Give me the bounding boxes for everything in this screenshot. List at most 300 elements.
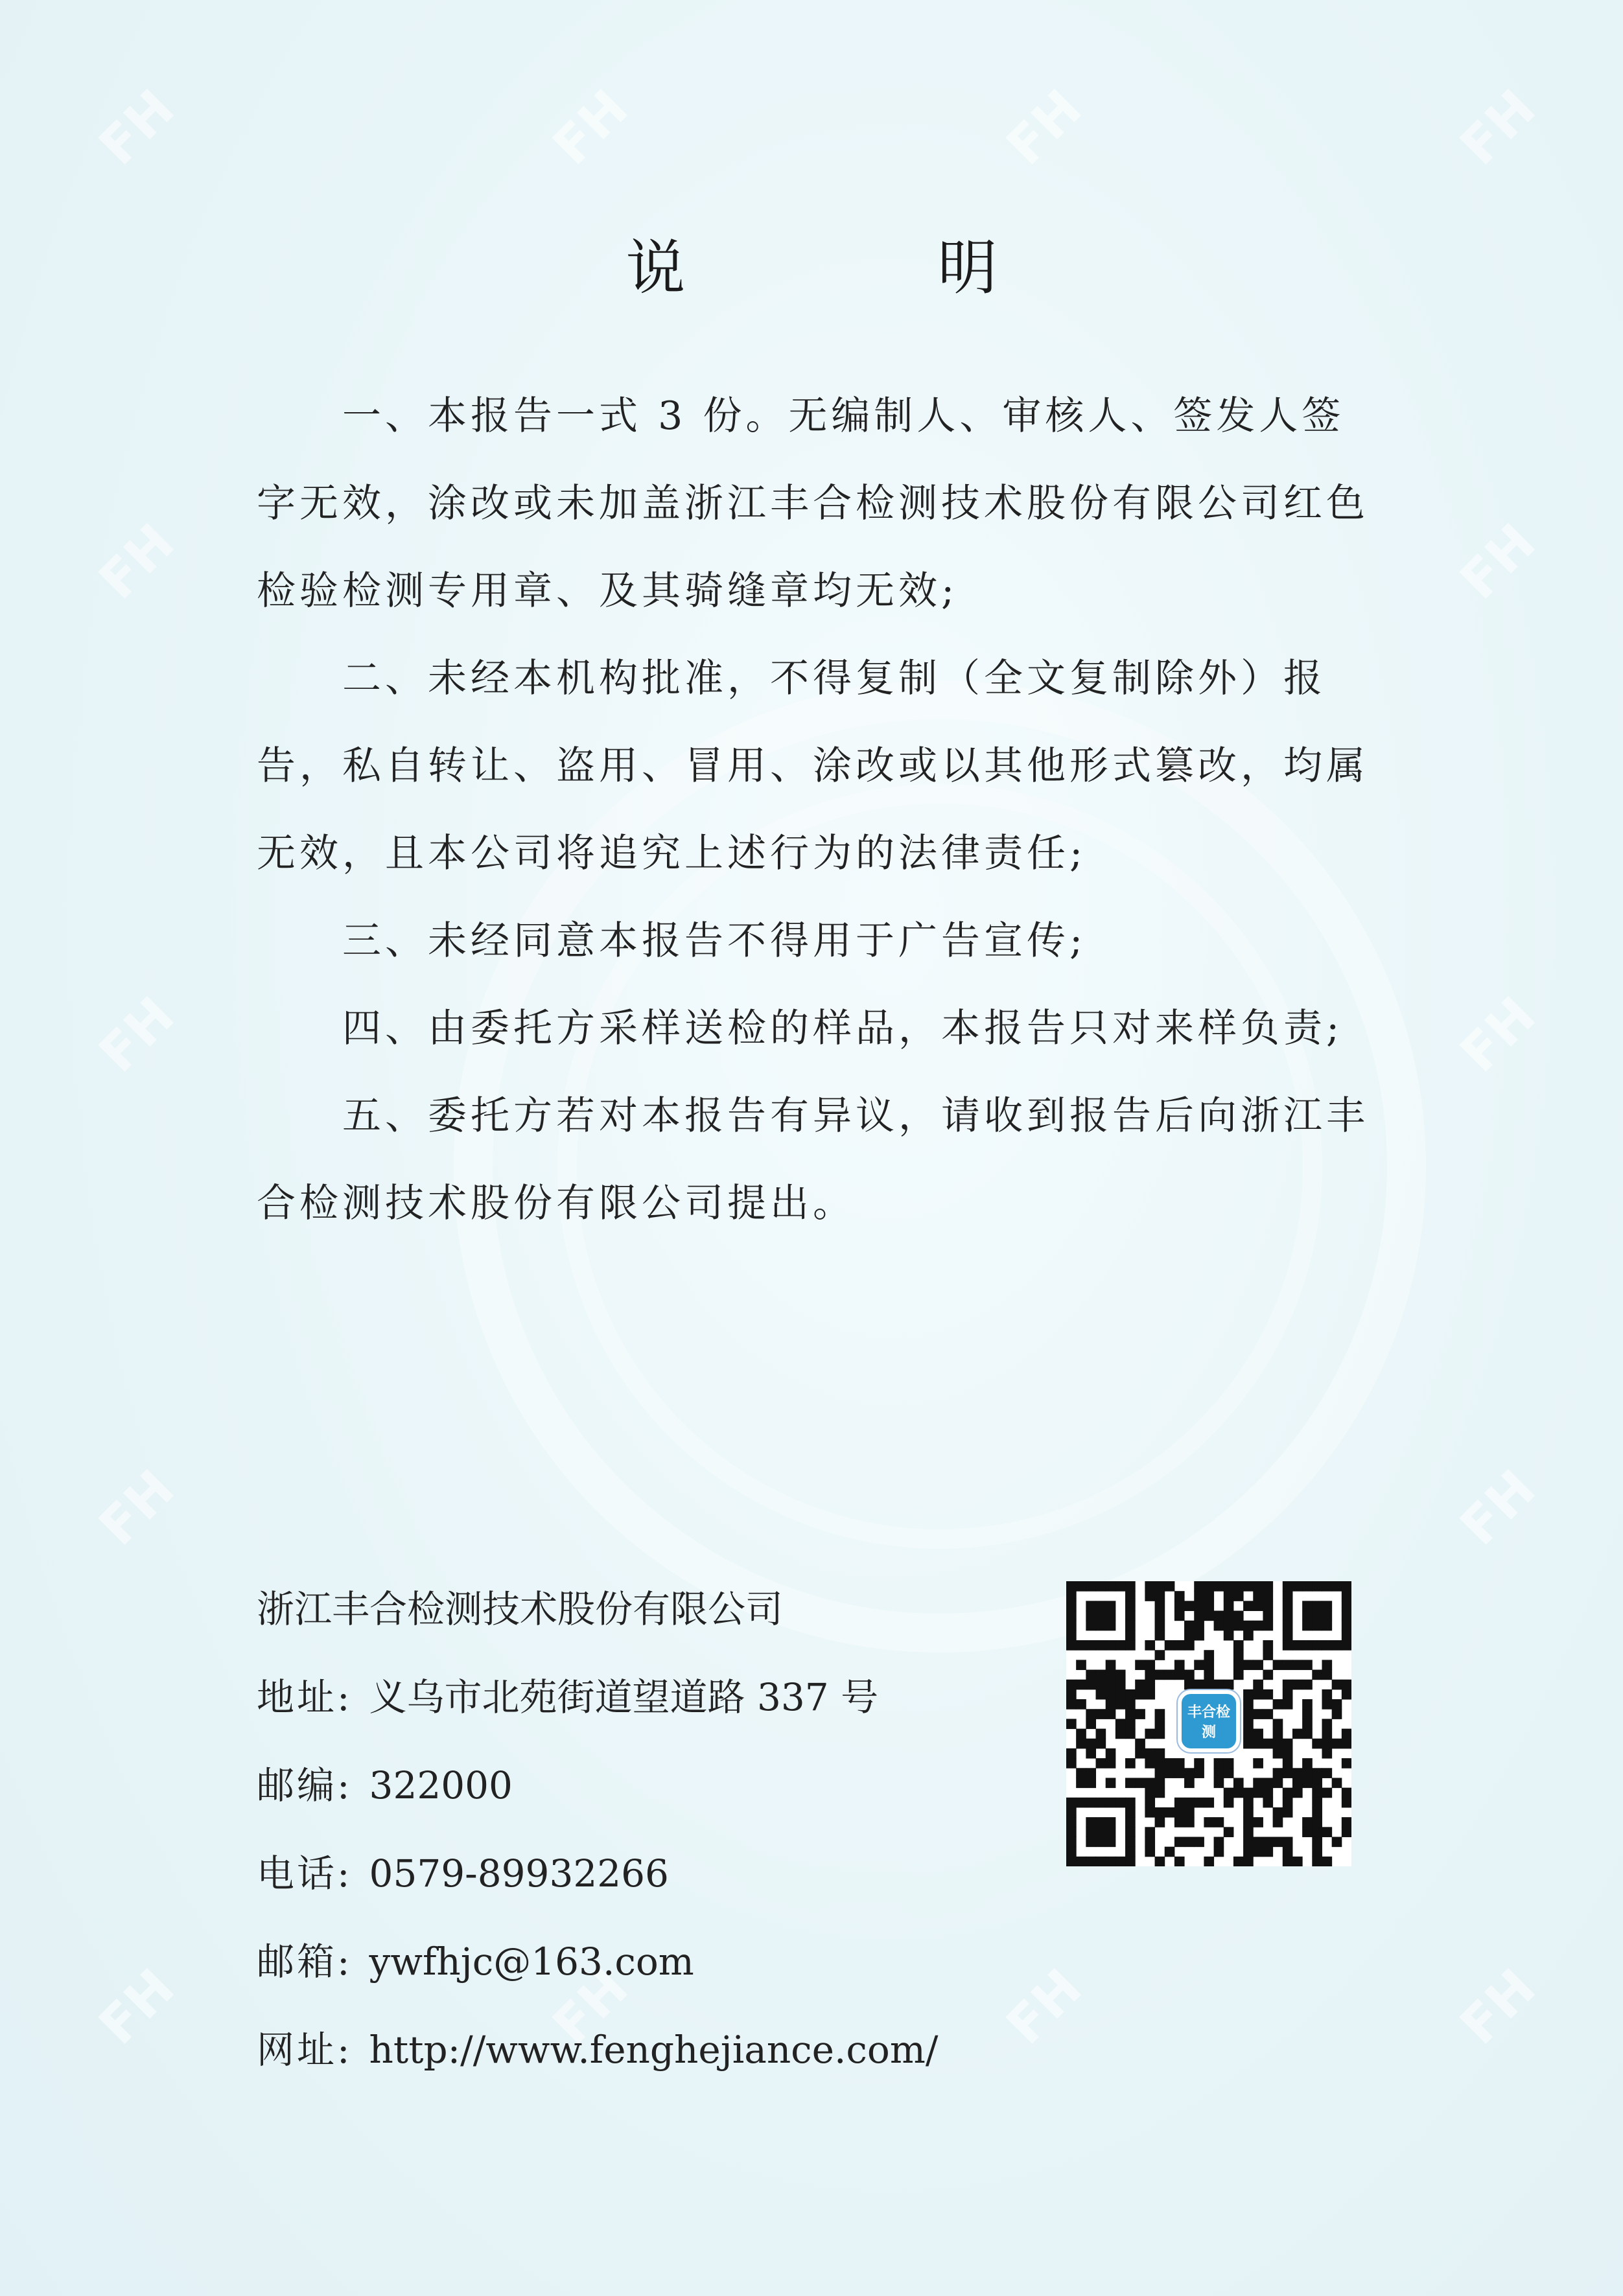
qr-module — [1214, 1581, 1224, 1592]
qr-module — [1243, 1689, 1254, 1700]
qr-module — [1322, 1660, 1332, 1670]
qr-module — [1174, 1758, 1185, 1768]
qr-module — [1145, 1847, 1155, 1857]
qr-module — [1115, 1670, 1126, 1680]
watermark-text: FH — [1448, 512, 1547, 611]
qr-module — [1292, 1680, 1303, 1690]
qr-module — [1125, 1857, 1136, 1866]
company-name: 浙江丰合检测技术股份有限公司 — [257, 1587, 784, 1631]
qr-module — [1263, 1847, 1273, 1857]
qr-module — [1283, 1857, 1293, 1866]
qr-module — [1194, 1768, 1204, 1778]
qr-module — [1292, 1660, 1303, 1670]
qr-module — [1283, 1699, 1293, 1710]
qr-module — [1322, 1640, 1332, 1651]
qr-module — [1214, 1817, 1224, 1827]
qr-module — [1302, 1621, 1313, 1631]
qr-module — [1243, 1709, 1254, 1719]
qr-module — [1125, 1591, 1136, 1601]
qr-module — [1243, 1807, 1254, 1818]
qr-module — [1165, 1670, 1175, 1680]
qr-module — [1214, 1847, 1224, 1857]
qr-module — [1283, 1798, 1293, 1808]
qr-module — [1184, 1630, 1195, 1641]
qr-module — [1076, 1857, 1086, 1866]
qr-module — [1302, 1680, 1313, 1690]
qr-module — [1273, 1817, 1283, 1827]
qr-module — [1086, 1581, 1096, 1592]
qr-module — [1194, 1798, 1204, 1808]
qr-module — [1263, 1670, 1273, 1680]
qr-module — [1125, 1601, 1136, 1611]
qr-module — [1096, 1729, 1106, 1739]
qr-module — [1283, 1689, 1293, 1700]
watermark-text: FH — [1448, 985, 1547, 1084]
qr-module — [1283, 1788, 1293, 1798]
qr-module — [1214, 1778, 1224, 1788]
qr-module — [1086, 1719, 1096, 1729]
qr-module — [1292, 1581, 1303, 1592]
qr-module — [1263, 1778, 1273, 1788]
qr-module — [1184, 1640, 1195, 1651]
qr-module — [1076, 1729, 1086, 1739]
qr-code-icon[interactable] — [1066, 1581, 1351, 1866]
qr-module — [1322, 1719, 1332, 1729]
qr-module — [1155, 1778, 1165, 1788]
qr-module — [1273, 1719, 1283, 1729]
qr-module — [1263, 1591, 1273, 1601]
qr-module — [1283, 1581, 1293, 1592]
qr-module — [1115, 1581, 1126, 1592]
qr-module — [1283, 1847, 1293, 1857]
qr-module — [1155, 1807, 1165, 1818]
qr-module — [1125, 1817, 1136, 1827]
qr-module — [1096, 1798, 1106, 1808]
qr-module — [1115, 1699, 1126, 1710]
qr-module — [1155, 1748, 1165, 1759]
qr-module — [1106, 1640, 1116, 1651]
qr-module — [1312, 1857, 1322, 1866]
qr-module — [1224, 1788, 1234, 1798]
qr-module — [1233, 1611, 1244, 1621]
watermark-text: FH — [87, 78, 186, 177]
qr-module — [1086, 1621, 1096, 1631]
qr-module — [1145, 1689, 1155, 1700]
qr-module — [1066, 1640, 1077, 1651]
qr-module — [1233, 1670, 1244, 1680]
qr-module — [1086, 1680, 1096, 1690]
qr-module — [1115, 1719, 1126, 1729]
qr-module — [1066, 1611, 1077, 1621]
qr-module — [1125, 1807, 1136, 1818]
qr-module — [1243, 1798, 1254, 1808]
qr-module — [1263, 1739, 1273, 1749]
qr-module — [1342, 1758, 1351, 1768]
qr-module — [1125, 1699, 1136, 1710]
qr-module — [1145, 1778, 1155, 1788]
qr-module — [1342, 1798, 1351, 1808]
qr-module — [1155, 1788, 1165, 1798]
qr-module — [1155, 1670, 1165, 1680]
qr-module — [1184, 1670, 1195, 1680]
qr-module — [1184, 1778, 1195, 1788]
qr-module — [1184, 1768, 1195, 1778]
qr-module — [1135, 1660, 1145, 1670]
qr-module — [1194, 1611, 1204, 1621]
qr-module — [1312, 1837, 1322, 1847]
watermark-text: FH — [541, 1957, 640, 2056]
watermark-text: FH — [994, 1957, 1093, 2056]
qr-module — [1273, 1748, 1283, 1759]
qr-module — [1292, 1857, 1303, 1866]
qr-module — [1273, 1837, 1283, 1847]
qr-module — [1145, 1660, 1155, 1670]
qr-module — [1066, 1827, 1077, 1837]
qr-module — [1194, 1630, 1204, 1641]
qr-module — [1155, 1630, 1165, 1641]
qr-module — [1076, 1640, 1086, 1651]
website-row — [257, 2006, 938, 2094]
qr-module — [1302, 1640, 1313, 1651]
qr-module — [1312, 1621, 1322, 1631]
qr-module — [1135, 1689, 1145, 1700]
qr-module — [1174, 1807, 1185, 1818]
qr-module — [1155, 1817, 1165, 1827]
qr-module — [1243, 1719, 1254, 1729]
qr-module — [1233, 1650, 1244, 1660]
qr-module — [1125, 1630, 1136, 1641]
qr-module — [1292, 1788, 1303, 1798]
postcode-label: 邮编: — [257, 1763, 353, 1807]
qr-module — [1283, 1621, 1293, 1631]
qr-module — [1322, 1788, 1332, 1798]
qr-module — [1204, 1591, 1214, 1601]
qr-module — [1086, 1748, 1096, 1759]
qr-module — [1253, 1591, 1263, 1601]
qr-module — [1115, 1680, 1126, 1690]
qr-module — [1312, 1581, 1322, 1592]
qr-module — [1066, 1689, 1077, 1700]
qr-module — [1243, 1630, 1254, 1641]
qr-module — [1125, 1798, 1136, 1808]
qr-module — [1106, 1601, 1116, 1611]
qr-module — [1145, 1837, 1155, 1847]
qr-module — [1135, 1709, 1145, 1719]
qr-module — [1086, 1640, 1096, 1651]
qr-module — [1312, 1817, 1322, 1827]
qr-module — [1302, 1581, 1313, 1592]
qr-module — [1243, 1739, 1254, 1749]
qr-module — [1125, 1640, 1136, 1651]
qr-module — [1165, 1640, 1175, 1651]
qr-module — [1125, 1758, 1136, 1768]
qr-module — [1106, 1670, 1116, 1680]
qr-module — [1066, 1758, 1077, 1768]
qr-module — [1086, 1709, 1096, 1719]
qr-module — [1155, 1768, 1165, 1778]
qr-module — [1224, 1621, 1234, 1631]
qr-module — [1066, 1798, 1077, 1808]
qr-module — [1155, 1650, 1165, 1660]
qr-module — [1086, 1778, 1096, 1788]
qr-module — [1233, 1778, 1244, 1788]
qr-module — [1302, 1729, 1313, 1739]
qr-module — [1342, 1611, 1351, 1621]
qr-module — [1106, 1857, 1116, 1866]
website-link[interactable]: http://www.fenghejiance.com/ — [369, 2028, 939, 2072]
qr-module — [1243, 1729, 1254, 1739]
qr-module — [1243, 1601, 1254, 1611]
qr-module — [1066, 1581, 1077, 1592]
qr-module — [1322, 1827, 1332, 1837]
qr-module — [1145, 1581, 1155, 1592]
qr-module — [1263, 1601, 1273, 1611]
qr-module — [1322, 1729, 1332, 1739]
qr-module — [1243, 1817, 1254, 1827]
qr-module — [1283, 1768, 1293, 1778]
qr-module — [1194, 1621, 1204, 1631]
qr-module — [1214, 1611, 1224, 1621]
qr-module — [1332, 1739, 1342, 1749]
qr-module — [1253, 1709, 1263, 1719]
qr-module — [1342, 1817, 1351, 1827]
qr-module — [1233, 1581, 1244, 1592]
qr-module — [1066, 1807, 1077, 1818]
qr-module — [1273, 1768, 1283, 1778]
qr-module — [1243, 1857, 1254, 1866]
qr-module — [1342, 1827, 1351, 1837]
qr-module — [1174, 1601, 1185, 1611]
qr-module — [1342, 1640, 1351, 1651]
qr-module — [1243, 1827, 1254, 1837]
qr-module — [1283, 1739, 1293, 1749]
qr-module — [1145, 1670, 1155, 1680]
qr-module — [1066, 1630, 1077, 1641]
qr-module — [1096, 1640, 1106, 1651]
qr-module — [1292, 1729, 1303, 1739]
qr-module — [1135, 1748, 1145, 1759]
qr-module — [1184, 1817, 1195, 1827]
qr-module — [1155, 1857, 1165, 1866]
qr-module — [1115, 1857, 1126, 1866]
qr-module — [1106, 1758, 1116, 1768]
qr-module — [1145, 1591, 1155, 1601]
qr-module — [1184, 1621, 1195, 1631]
qr-module — [1253, 1581, 1263, 1592]
qr-module — [1312, 1827, 1322, 1837]
notes-section — [257, 373, 1384, 1247]
qr-module — [1125, 1729, 1136, 1739]
qr-module — [1076, 1699, 1086, 1710]
qr-module — [1273, 1729, 1283, 1739]
qr-module — [1066, 1680, 1077, 1690]
qr-module — [1292, 1778, 1303, 1788]
qr-module — [1253, 1778, 1263, 1788]
qr-module — [1125, 1709, 1136, 1719]
qr-module — [1174, 1640, 1185, 1651]
qr-module — [1224, 1680, 1234, 1690]
qr-module — [1096, 1837, 1106, 1847]
qr-module — [1204, 1611, 1214, 1621]
qr-module — [1066, 1857, 1077, 1866]
qr-module — [1224, 1581, 1234, 1592]
qr-module — [1184, 1837, 1195, 1847]
qr-logo: 丰合检测 — [1178, 1690, 1240, 1752]
qr-module — [1155, 1581, 1165, 1592]
qr-module — [1283, 1758, 1293, 1768]
qr-module — [1283, 1611, 1293, 1621]
watermark-text: FH — [87, 1458, 186, 1557]
qr-module — [1342, 1591, 1351, 1601]
qr-module — [1155, 1758, 1165, 1768]
qr-module — [1125, 1581, 1136, 1592]
qr-module — [1204, 1857, 1214, 1866]
qr-module — [1096, 1601, 1106, 1611]
qr-module — [1312, 1601, 1322, 1611]
qr-module — [1253, 1601, 1263, 1611]
qr-module — [1125, 1847, 1136, 1857]
qr-module — [1204, 1581, 1214, 1592]
qr-module — [1273, 1807, 1283, 1818]
qr-module — [1125, 1611, 1136, 1621]
qr-module — [1214, 1680, 1224, 1690]
qr-module — [1204, 1680, 1214, 1690]
qr-module — [1076, 1581, 1086, 1592]
email-link[interactable]: ywfhjc@163.com — [369, 1940, 694, 1984]
website-label: 网址: — [257, 2028, 353, 2072]
qr-module — [1155, 1709, 1165, 1719]
qr-module — [1263, 1581, 1273, 1592]
qr-module — [1086, 1837, 1096, 1847]
qr-module — [1125, 1827, 1136, 1837]
qr-module — [1322, 1699, 1332, 1710]
qr-module — [1204, 1601, 1214, 1611]
qr-module — [1174, 1768, 1185, 1778]
qr-module — [1253, 1660, 1263, 1670]
qr-module — [1115, 1689, 1126, 1700]
qr-module — [1253, 1758, 1263, 1768]
qr-module — [1243, 1837, 1254, 1847]
qr-module — [1302, 1758, 1313, 1768]
qr-module — [1086, 1857, 1096, 1866]
qr-module — [1312, 1739, 1322, 1749]
qr-module — [1302, 1709, 1313, 1719]
qr-module — [1253, 1739, 1263, 1749]
phone-row — [257, 1829, 938, 1918]
qr-module — [1253, 1817, 1263, 1827]
qr-module — [1312, 1670, 1322, 1680]
qr-module — [1076, 1768, 1086, 1778]
address-value: 义乌市北苑街道望道路 337 号 — [369, 1675, 879, 1719]
qr-module — [1125, 1689, 1136, 1700]
phone-label: 电话: — [257, 1851, 353, 1896]
qr-module — [1086, 1827, 1096, 1837]
qr-module — [1283, 1748, 1293, 1759]
qr-module — [1066, 1601, 1077, 1611]
qr-module — [1076, 1798, 1086, 1808]
qr-module — [1096, 1827, 1106, 1837]
qr-module — [1106, 1817, 1116, 1827]
qr-module — [1155, 1719, 1165, 1729]
qr-module — [1332, 1680, 1342, 1690]
qr-module — [1273, 1660, 1283, 1670]
qr-module — [1145, 1788, 1155, 1798]
qr-module — [1302, 1778, 1313, 1788]
qr-module — [1086, 1817, 1096, 1827]
qr-module — [1145, 1680, 1155, 1690]
qr-module — [1302, 1719, 1313, 1729]
qr-module — [1273, 1739, 1283, 1749]
qr-module — [1184, 1798, 1195, 1808]
qr-module — [1174, 1591, 1185, 1601]
qr-module — [1174, 1837, 1185, 1847]
qr-module — [1174, 1670, 1185, 1680]
phone-value[interactable]: 0579-89932266 — [369, 1851, 669, 1896]
qr-module — [1273, 1699, 1283, 1710]
qr-module — [1283, 1630, 1293, 1641]
qr-module — [1135, 1778, 1145, 1788]
contact-section — [257, 1565, 938, 2094]
qr-module — [1233, 1660, 1244, 1670]
qr-module — [1233, 1857, 1244, 1866]
qr-module — [1214, 1768, 1224, 1778]
qr-module — [1263, 1709, 1273, 1719]
qr-module — [1342, 1689, 1351, 1700]
note-item: 一、本报告一式 3 份。无编制人、审核人、签发人签字无效，涂改或未加盖浙江丰合检测技术股份有限公司红色检验检测专用章、及其骑缝章均无效; — [257, 393, 1369, 614]
watermark-text: FH — [994, 78, 1093, 177]
note-item: 二、未经本机构批准，不得复制（全文复制除外）报告，私自转让、盗用、冒用、涂改或以其他形式篡改，均属无效，且本公司将追究上述行为的法律责任; — [257, 656, 1369, 876]
qr-module — [1145, 1827, 1155, 1837]
postcode-row — [257, 1741, 938, 1829]
qr-module — [1322, 1748, 1332, 1759]
qr-module — [1096, 1817, 1106, 1827]
qr-module — [1106, 1680, 1116, 1690]
qr-module — [1086, 1798, 1096, 1808]
qr-module — [1096, 1621, 1106, 1631]
email-label: 邮箱: — [257, 1940, 353, 1984]
note-item: 五、委托方若对本报告有异议，请收到报告后向浙江丰合检测技术股份有限公司提出。 — [257, 1093, 1369, 1226]
qr-module — [1332, 1778, 1342, 1788]
qr-module — [1204, 1817, 1214, 1827]
qr-module — [1253, 1788, 1263, 1798]
qr-module — [1086, 1768, 1096, 1778]
postcode-value: 322000 — [369, 1763, 513, 1807]
qr-module — [1243, 1847, 1254, 1857]
watermark-text: FH — [1448, 78, 1547, 177]
qr-module — [1106, 1709, 1116, 1719]
qr-module — [1106, 1699, 1116, 1710]
qr-module — [1253, 1847, 1263, 1857]
qr-module — [1322, 1611, 1332, 1621]
qr-module — [1322, 1621, 1332, 1631]
qr-module — [1194, 1591, 1204, 1601]
qr-module — [1263, 1837, 1273, 1847]
qr-module — [1125, 1621, 1136, 1631]
qr-module — [1106, 1827, 1116, 1837]
qr-module — [1115, 1729, 1126, 1739]
qr-module — [1302, 1817, 1313, 1827]
address-label: 地址: — [257, 1675, 353, 1719]
qr-module — [1312, 1778, 1322, 1788]
qr-module — [1283, 1680, 1293, 1690]
qr-module — [1096, 1611, 1106, 1621]
qr-module — [1342, 1729, 1351, 1739]
qr-module — [1224, 1758, 1234, 1768]
watermark-text: FH — [87, 512, 186, 611]
qr-module — [1066, 1817, 1077, 1827]
qr-module — [1066, 1719, 1077, 1729]
qr-module — [1322, 1768, 1332, 1778]
